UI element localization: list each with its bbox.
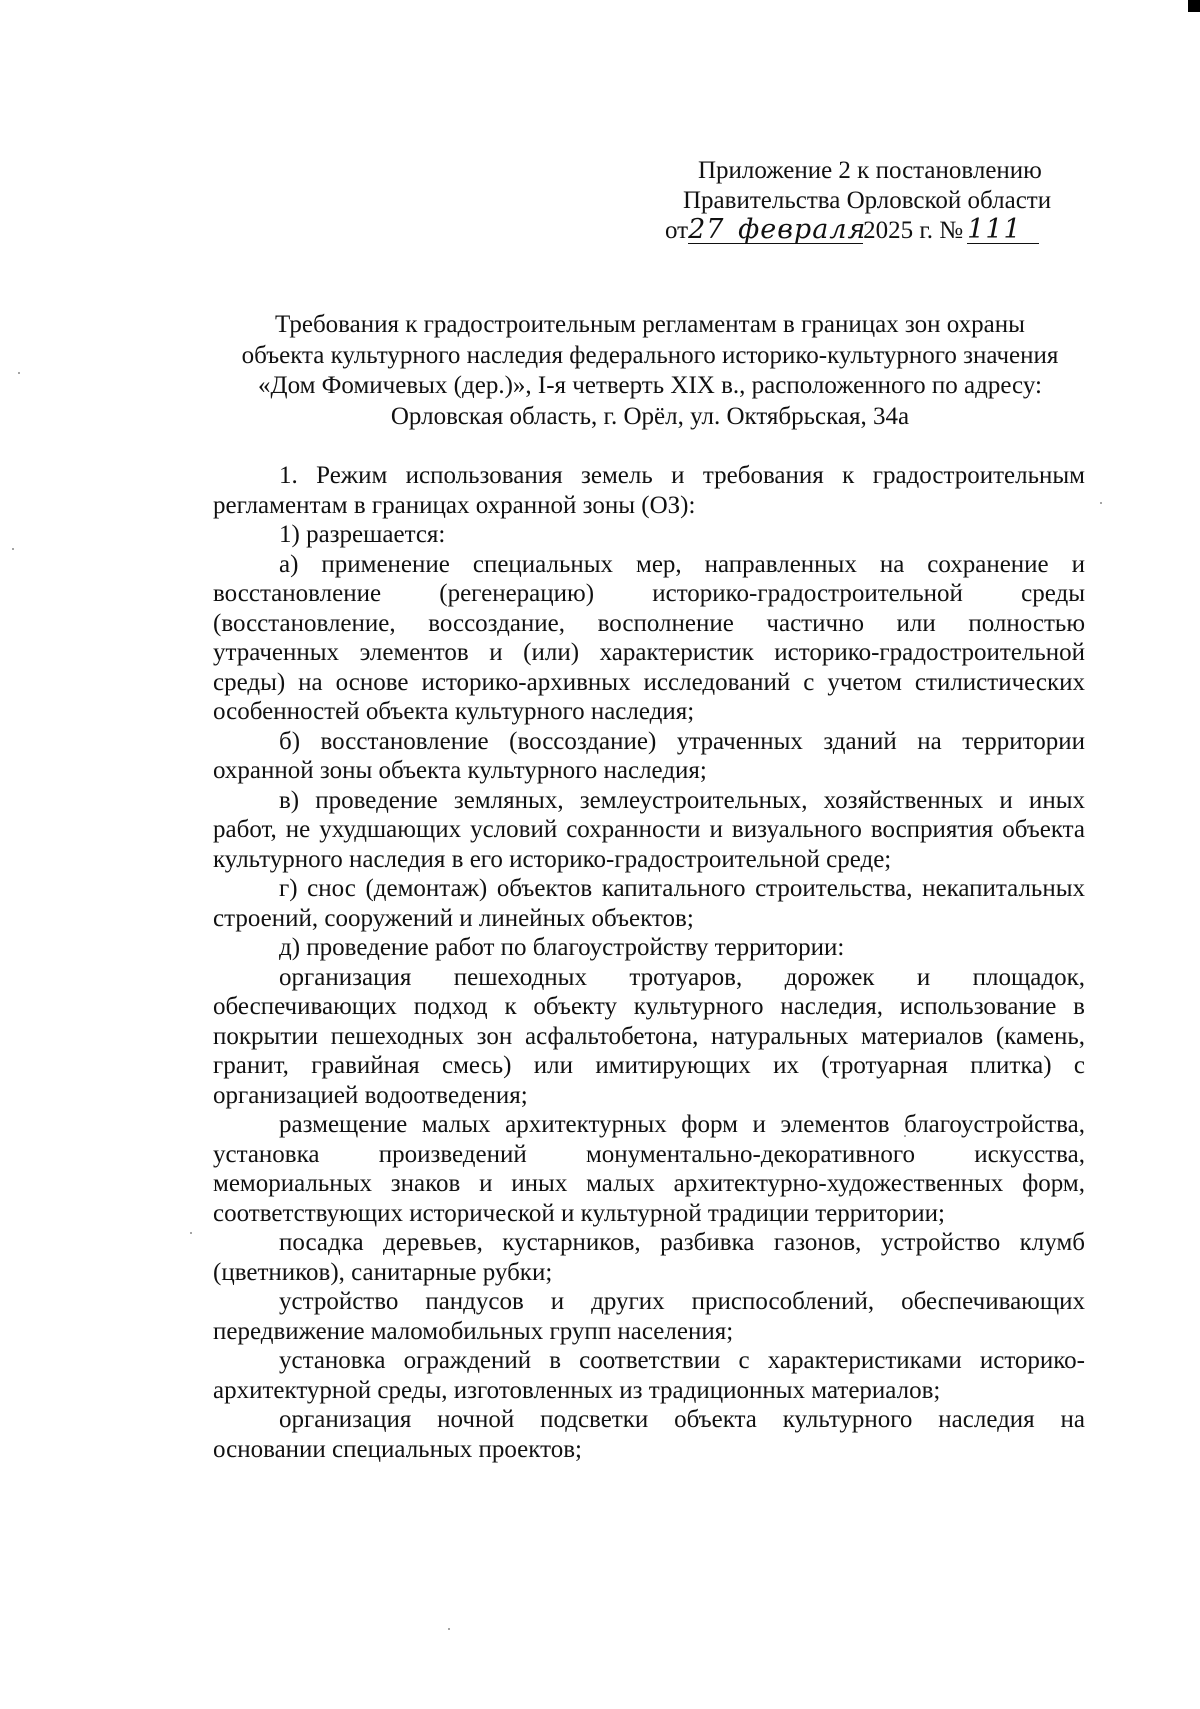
scan-speck	[18, 372, 20, 374]
date-year-and-number-label: 2025 г. №	[863, 217, 964, 244]
document-title	[210, 310, 1090, 432]
clause-1-allowed: 1) разрешается:	[279, 521, 446, 548]
section-1-heading: 1. Режим использования земель и требования к градостроительным регламентам в границах охранной зоны (ОЗ):	[213, 462, 1085, 519]
scan-speck	[12, 548, 14, 550]
item-d: д) проведение работ по благоустройству территории:	[279, 934, 845, 961]
title-line: Требования к градостроительным регламентам в границах зон охраны	[275, 311, 1025, 338]
scan-speck	[1100, 502, 1102, 504]
scan-corner-mark	[1188, 0, 1200, 12]
appendix-label: Приложение 2 к постановлению	[698, 157, 1042, 184]
item-a: а) применение специальных мер, направленных на сохранение и восстановление (регенерацию) историко-градостроительной среды (восстановление, воссоздание, восполнение частично или полностью утраченных элементов и (или) характеристик историко-градостроительной среды) на основе историко-архивных исследований с учетом стилистических особенностей объекта культурного наследия;	[213, 550, 1085, 725]
appendix-header	[620, 156, 1120, 246]
issuing-authority: Правительства Орловской области	[683, 187, 1052, 214]
item-b: б) восстановление (воссоздание) утраченных зданий на территории охранной зоны объекта культурного наследия;	[213, 727, 1085, 784]
scan-speck	[190, 1232, 192, 1234]
landscaping-lighting: организация ночной подсветки объекта культурного наследия на основании специальных проектов;	[213, 1406, 1085, 1463]
handwritten-document-number: 111	[967, 217, 1039, 244]
handwritten-month: февраля	[738, 214, 867, 245]
landscaping-paths: организация пешеходных тротуаров, дорожек и площадок, обеспечивающих подход к объекту культурного наследия, использование в покрытии пешеходных зон асфальтобетона, натуральных материалов (камень, гранит, гравийная смесь) или имитирующих их (тротуарная плитка) с организацией водоотведения;	[213, 963, 1085, 1109]
item-g: г) снос (демонтаж) объектов капитального строительства, некапитальных строений, сооружений и линейных объектов;	[213, 875, 1085, 932]
handwritten-day: 27	[688, 217, 738, 244]
title-line: объекта культурного наследия федерального историко-культурного значения	[241, 341, 1059, 369]
document-body	[213, 461, 1085, 1464]
landscaping-planting: посадка деревьев, кустарников, разбивка газонов, устройство клумб (цветников), санитарные рубки;	[213, 1229, 1085, 1286]
landscaping-ramps: устройство пандусов и других приспособлений, обеспечивающих передвижение маломобильных групп населения;	[213, 1288, 1085, 1345]
item-v: в) проведение земляных, землеустроительных, хозяйственных и иных работ, не ухудшающих условий сохранности и визуального восприятия объекта культурного наследия в его историко-градостроительной среде;	[213, 786, 1085, 873]
landscaping-small-forms: размещение малых архитектурных форм и элементов благоустройства, установка произведений монументально-декоративного искусства, мемориальных знаков и иных малых архитектурно-художественных форм, соответствующих исторической и культурной традиции территории;	[213, 1111, 1085, 1227]
title-line: «Дом Фомичевых (дер.)», I-я четверть XIX в., расположенного по адресу:	[258, 372, 1042, 399]
landscaping-fences: установка ограждений в соответствии с характеристиками историко-архитектурной среды, изготовленных из традиционных материалов;	[213, 1347, 1085, 1404]
title-line: Орловская область, г. Орёл, ул. Октябрьская, 34а	[390, 402, 910, 430]
scan-speck	[448, 1628, 450, 1630]
resolution-date-line	[620, 216, 1120, 246]
date-prefix: от	[665, 217, 689, 244]
